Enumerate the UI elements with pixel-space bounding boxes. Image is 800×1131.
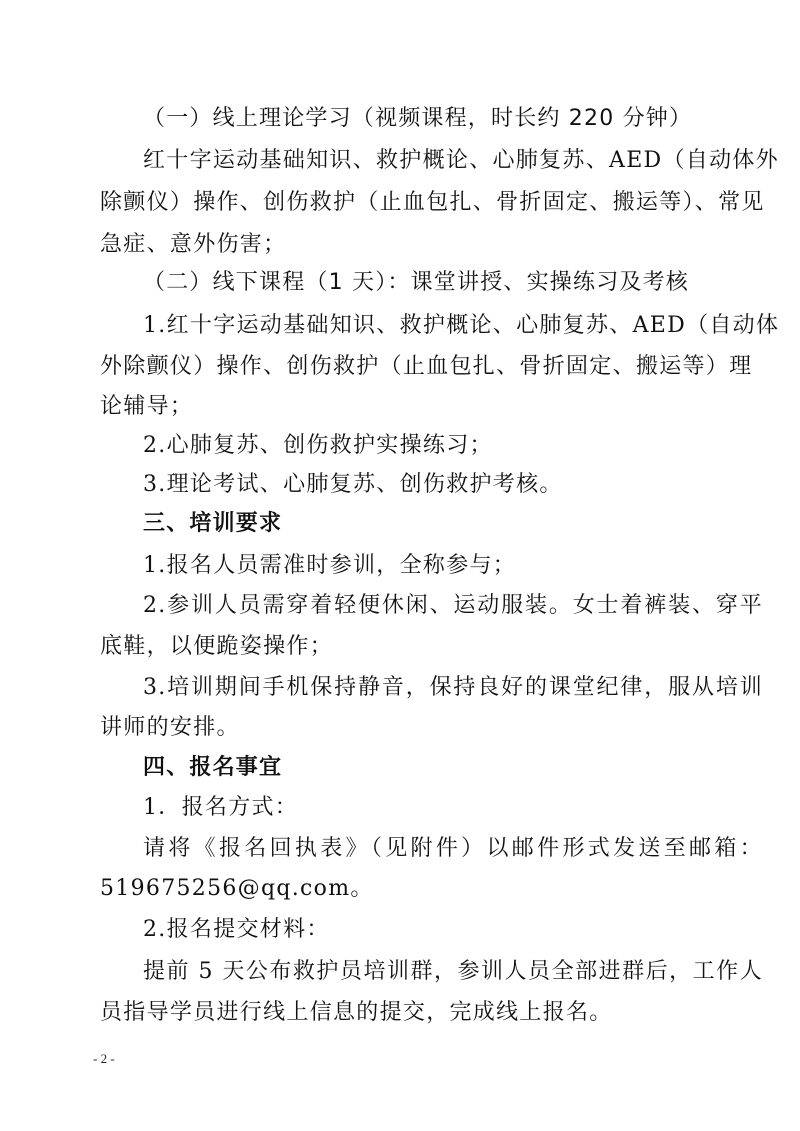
section-heading-online-theory: （一）线上理论学习（视频课程，时长约 220 分钟） <box>143 106 693 131</box>
section-heading-registration: 四、报名事宜 <box>143 755 283 780</box>
paragraph-line: 红十字运动基础知识、救护概论、心肺复苏、AED（自动体外 <box>143 148 779 173</box>
list-item: 1．报名方式： <box>143 795 299 820</box>
section-heading-training-requirements: 三、培训要求 <box>143 511 283 536</box>
paragraph-line: 员指导学员进行线上信息的提交，完成线上报名。 <box>100 1000 613 1025</box>
list-item: 2.报名提交材料： <box>143 917 330 942</box>
paragraph-line: 1.红十字运动基础知识、救护概论、心肺复苏、AED（自动体 <box>143 313 780 338</box>
paragraph-line: 急症、意外伤害； <box>100 232 287 257</box>
list-item: 2.参训人员需穿着轻便休闲、运动服装。女士着裤装、穿平 <box>143 593 763 618</box>
list-item: 3.理论考试、心肺复苏、创伤救护考核。 <box>143 472 563 497</box>
paragraph-line: 底鞋，以便跪姿操作； <box>100 634 334 659</box>
list-item: 2.心肺复苏、创伤救护实操练习； <box>143 433 493 458</box>
email-address: 519675256@qq.com。 <box>100 876 374 901</box>
paragraph-line: 讲师的安排。 <box>100 715 240 740</box>
paragraph-line: 请将《报名回执表》（见附件）以邮件形式发送至邮箱： <box>143 836 763 861</box>
list-item: 3.培训期间手机保持静音，保持良好的课堂纪律，服从培训 <box>143 675 763 700</box>
paragraph-line: 除颤仪）操作、创伤救护（止血包扎、骨折固定、搬运等）、常见 <box>100 190 765 215</box>
section-heading-offline-course: （二）线下课程（1 天）：课堂讲授、实操练习及考核 <box>143 270 689 295</box>
list-item: 1.报名人员需准时参训，全称参与； <box>143 553 517 578</box>
paragraph-line: 论辅导； <box>100 394 194 419</box>
paragraph-line: 提前 5 天公布救护员培训群，参训人员全部进群后，工作人 <box>143 959 763 984</box>
page-number: - 2 - <box>93 1051 115 1066</box>
paragraph-line: 外除颤仪）操作、创伤救护（止血包扎、骨折固定、搬运等）理 <box>100 354 753 379</box>
